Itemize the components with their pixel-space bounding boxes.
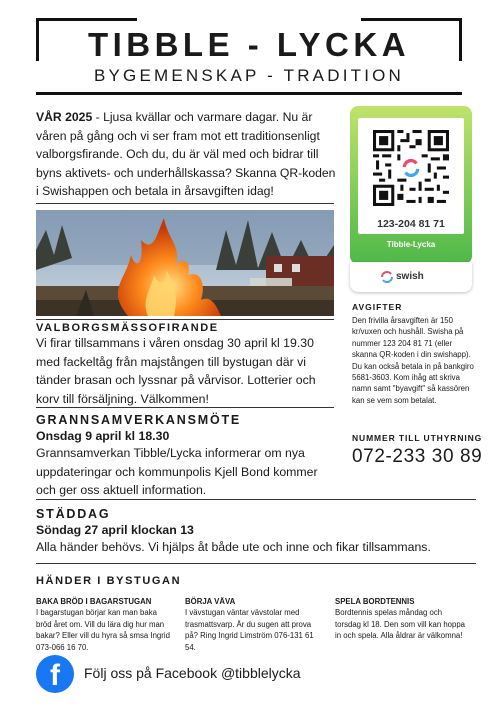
valborg-heading: VALBORGSMÄSSOFIRANDE <box>36 322 219 334</box>
page-subtitle: BYGEMENSKAP - TRADITION <box>93 66 405 85</box>
swish-recipient-name: Tibble-Lycka <box>386 240 436 249</box>
bystugan-item-title: BÖRJA VÄVA <box>185 597 236 606</box>
divider <box>36 203 334 204</box>
bystugan-heading: HÄNDER I BYSTUGAN <box>36 575 182 587</box>
bonfire-photo <box>36 210 334 316</box>
bystugan-item-text: Bordtennis spelas måndag och torsdag kl 18. Den som vill kan hoppa in och spela. Alla åldrar är välkomna! <box>335 608 466 641</box>
bystugan-item <box>36 596 170 653</box>
swish-wordmark: swish <box>396 271 424 282</box>
grannsamverkan-date: Onsdag 9 april kl 18.30 <box>36 429 170 443</box>
facebook-icon[interactable] <box>36 655 74 693</box>
bystugan-item <box>335 596 470 642</box>
divider <box>36 563 476 564</box>
intro-lead: VÅR 2025 <box>36 110 93 124</box>
intro-paragraph <box>36 108 336 201</box>
bystugan-item <box>185 596 323 653</box>
grannsamverkan-text: Grannsamverkan Tibble/Lycka informerar om nya uppdateringar och kommunpolis Kjell Bond kommer och ger oss aktuell information. <box>36 446 318 497</box>
swish-qr-card <box>350 106 472 264</box>
uthyrning-heading: NUMMER TILL UTHYRNING <box>352 433 483 443</box>
divider <box>36 499 476 500</box>
grannsamverkan-heading: GRANNSAMVERKANSMÖTE <box>36 413 242 427</box>
staddag-text: Alla händer behövs. Vi hjälps åt både ute och inne och fikar tillsammans. <box>36 540 431 554</box>
qr-code-panel <box>358 118 464 234</box>
avgifter-text: Den frivilla årsavgiften är 150 kr/vuxen och hushåll. Swisha på nummer 123 204 81 71 (eller skanna QR-koden i din swishapp). Du kan också betala in på bankgiro 5681-3603. Kom ihåg att skriva namn samt "byavgift" så kassören kan se vem som betalat. <box>352 316 474 405</box>
page-title: TIBBLE - LYCKA <box>87 26 411 63</box>
facebook-follow-text[interactable]: Följ oss på Facebook @tibblelycka <box>84 665 301 681</box>
valborg-text: Vi firar tillsammans i våren onsdag 30 april kl 19.30 med fackeltåg från majstången till bystugan där vi tänder brasan och lyssnar på vårvisor. Lotterier och korv till försäljning. Välkommen! <box>36 336 316 406</box>
swish-icon <box>380 270 394 284</box>
intro-text: - Ljusa kvällar och varmare dagar. Nu är våren på gång och vi ser fram mot ett traditionsenligt valborgsfirande. Och du, du är väl med och bidrar till byns aktivets- och underhållskassa? Skanna QR-koden i Swishappen och betala in årsavgiften idag! <box>36 110 336 198</box>
avgifter-heading: AVGIFTER <box>352 302 403 312</box>
facebook-f-glyph: f <box>50 659 60 692</box>
uthyrning-phone[interactable]: 072-233 30 89 <box>352 446 483 467</box>
divider <box>36 407 334 408</box>
divider <box>36 319 334 320</box>
swish-number: 123-204 81 71 <box>377 218 445 230</box>
bystugan-item-text: I bagarstugan börjar kan man baka bröd året om. Vill du lära dig hur man bakar? Eller vill du hyra så smsa Ingrid 073-066 16 70. <box>36 608 170 652</box>
qr-code-icon <box>373 130 449 206</box>
bystugan-item-text: I vävstugan väntar vävstolar med trasmattsvarp. Är du sugen att prova på? Ring Ingrid Limström 076-131 61 54. <box>185 608 314 652</box>
staddag-date: Söndag 27 april klockan 13 <box>36 523 194 537</box>
staddag-heading: STÄDDAG <box>36 507 111 521</box>
bystugan-item-title: SPELA BORDTENNIS <box>335 597 415 606</box>
swish-logo-bar <box>350 262 472 292</box>
header-divider <box>36 92 462 95</box>
bystugan-item-title: BAKA BRÖD I BAGARSTUGAN <box>36 597 152 606</box>
